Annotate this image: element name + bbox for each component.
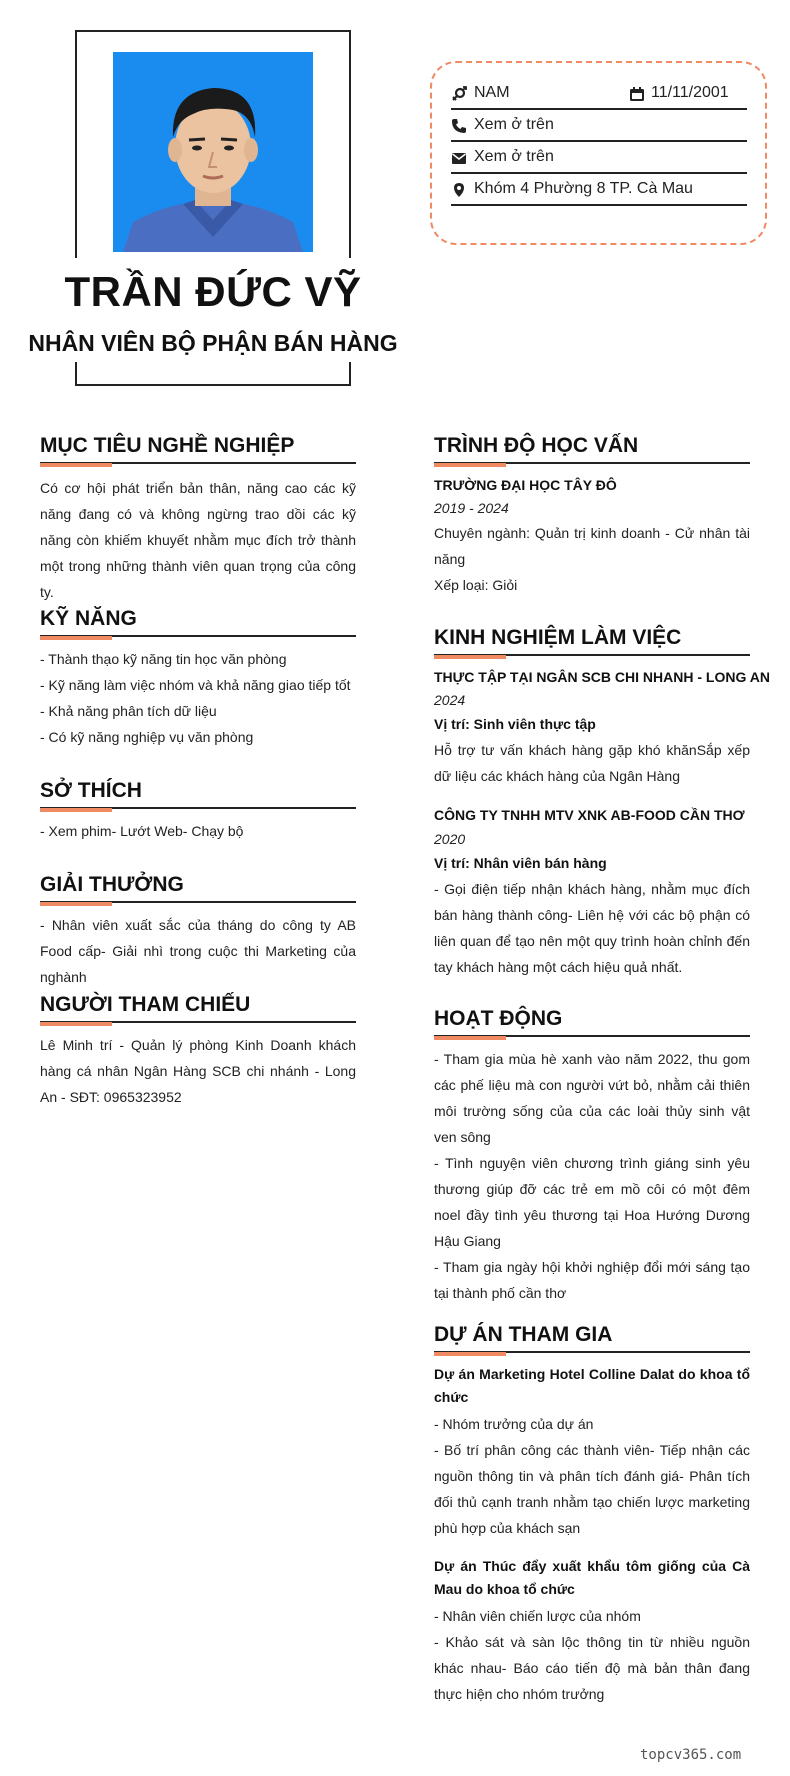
section-accent-bar (40, 636, 112, 640)
activity-item: - Tham gia ngày hội khởi nghiệp đổi mới sáng tạo tại thành phố cần thơ (434, 1259, 750, 1301)
job-company: CÔNG TY TNHH MTV XNK AB-FOOD CẦN THƠ (434, 807, 745, 823)
gender-icon (451, 86, 467, 102)
job-position: Vị trí: Sinh viên thực tập (434, 716, 596, 732)
location-pin-icon (451, 182, 467, 198)
project-description: - Bố trí phân công các thành viên- Tiếp nhận các nguồn thông tin và phân tích đánh giá- Phân tích đối thủ cạnh tranh nhằm tạo chiến lược marketing phù hợp của khách sạn (434, 1442, 750, 1536)
section-accent-bar (434, 655, 506, 659)
section-header-skills (40, 607, 356, 637)
avatar (113, 52, 313, 252)
objective-text: Có cơ hội phát triển bản thân, năng cao các kỹ năng đang có và không ngừng trao dồi các kỹ năng còn khiếm khuyết nhằm mục đích trở thành một trong những thành viên quan trọng của công ty. (40, 480, 356, 600)
section-title: GIẢI THƯỞNG (40, 873, 184, 896)
job-position: Vị trí: Nhân viên bán hàng (434, 855, 607, 871)
section-accent-bar (40, 1022, 112, 1026)
job-year: 2024 (434, 692, 466, 708)
contact-row-address (451, 172, 747, 206)
section-header-experience (434, 626, 750, 656)
education-period: 2019 - 2024 (434, 500, 509, 516)
candidate-name: TRẦN ĐỨC VỸ (64, 268, 362, 315)
header-frame-right (349, 30, 351, 258)
job-description: - Gọi điện tiếp nhận khách hàng, nhằm mục đích bán hàng thành công- Liên hệ với các bộ phận có liên quan để tạo nên một quy trình hoàn chỉnh đến tay khách hàng một cách hiệu quả nhất. (434, 881, 750, 975)
envelope-icon (451, 150, 467, 166)
job-year: 2020 (434, 831, 466, 847)
section-title: NGƯỜI THAM CHIẾU (40, 993, 251, 1016)
section-accent-bar (434, 1036, 506, 1040)
section-header-activities (434, 1007, 750, 1037)
header-frame-left (75, 30, 77, 258)
hobbies-text: - Xem phim- Lướt Web- Chạy bộ (40, 823, 244, 839)
section-accent-bar (434, 1352, 506, 1356)
contact-address: Khóm 4 Phường 8 TP. Cà Mau (474, 180, 693, 197)
contact-gender: NAM (474, 84, 510, 101)
section-title: SỞ THÍCH (40, 779, 142, 802)
job-description: Hỗ trợ tư vấn khách hàng gặp khó khănSắp xếp dữ liệu các khách hàng của Ngân Hàng (434, 742, 750, 784)
activity-item: - Tham gia mùa hè xanh vào năm 2022, thu gom các phế liệu mà con người vứt bỏ, nhằm cải thiên môi trường sống của của các loài thủy sinh vật ven sông (434, 1051, 750, 1145)
section-header-education (434, 434, 750, 464)
education-school: TRƯỜNG ĐẠI HỌC TÂY ĐÔ (434, 477, 617, 493)
skill-item: - Thành thạo kỹ năng tin học văn phòng (40, 651, 287, 667)
calendar-icon (629, 86, 645, 102)
section-accent-bar (40, 808, 112, 812)
contact-phone: Xem ở trên (474, 116, 554, 133)
skill-item: - Có kỹ năng nghiệp vụ văn phòng (40, 729, 254, 745)
contact-row-phone (451, 108, 747, 142)
job-company: THỰC TẬP TẠI NGÂN SCB CHI NHANH - LONG AN (434, 669, 770, 685)
header-frame-bottom (75, 384, 351, 386)
contact-row-gender-birthday (451, 76, 747, 110)
candidate-job-title: NHÂN VIÊN BỘ PHẬN BÁN HÀNG (28, 330, 398, 356)
phone-icon (451, 118, 467, 134)
activity-item: - Tình nguyện viên chương trình giáng sinh yêu thương giúp đỡ các trẻ em mồ côi có một đêm noel đầy tình yêu thương tại Hoa Hướng Dương Hậu Giang (434, 1155, 750, 1249)
section-header-objective (40, 434, 356, 464)
project-name: Dự án Marketing Hotel Colline Dalat do khoa tổ chức (434, 1366, 750, 1405)
section-header-references (40, 993, 356, 1023)
section-accent-bar (40, 902, 112, 906)
project-role: - Nhóm trưởng của dự án (434, 1416, 594, 1432)
education-major: Chuyên ngành: Quản trị kinh doanh - Cử nhân tài năng (434, 525, 750, 567)
project-name: Dự án Thúc đẩy xuất khẩu tôm giống của Cà Mau do khoa tổ chức (434, 1558, 750, 1597)
section-title: MỤC TIÊU NGHỀ NGHIỆP (40, 434, 295, 457)
section-header-hobbies (40, 779, 356, 809)
section-title: HOẠT ĐỘNG (434, 1007, 563, 1030)
contact-row-email (451, 140, 747, 174)
contact-email: Xem ở trên (474, 148, 554, 165)
skill-item: - Kỹ năng làm việc nhóm và khả năng giao tiếp tốt (40, 677, 351, 693)
section-header-projects (434, 1323, 750, 1353)
contact-birthday: 11/11/2001 (651, 84, 729, 101)
section-title: KỸ NĂNG (40, 607, 137, 630)
section-title: TRÌNH ĐỘ HỌC VẤN (434, 434, 639, 457)
header-frame-left-bottom (75, 362, 77, 386)
awards-text: - Nhân viên xuất sắc của tháng do công ty AB Food cấp- Giải nhì trong cuộc thi Marketing của nghành (40, 917, 356, 985)
profile-photo (113, 52, 313, 252)
section-accent-bar (40, 463, 112, 467)
header-frame-top (75, 30, 351, 32)
section-accent-bar (434, 463, 506, 467)
project-role: - Nhân viên chiến lược của nhóm (434, 1608, 641, 1624)
skill-item: - Khả năng phân tích dữ liệu (40, 703, 217, 719)
references-text: Lê Minh trí - Quản lý phòng Kinh Doanh khách hàng cá nhân Ngân Hàng SCB chi nhánh - Long An - SĐT: 0965323952 (40, 1037, 356, 1105)
project-description: - Khảo sát và sàn lộc thông tin từ nhiều nguồn khác nhau- Báo cáo tiến độ mà bản thân đang thực hiện cho nhóm trưởng (434, 1634, 750, 1702)
header-frame-right-bottom (349, 362, 351, 386)
education-grade: Xếp loại: Giỏi (434, 577, 518, 593)
section-title: KINH NGHIỆM LÀM VIỆC (434, 626, 682, 649)
section-title: DỰ ÁN THAM GIA (434, 1323, 613, 1346)
section-header-awards (40, 873, 356, 903)
watermark: topcv365.com (640, 1747, 742, 1763)
